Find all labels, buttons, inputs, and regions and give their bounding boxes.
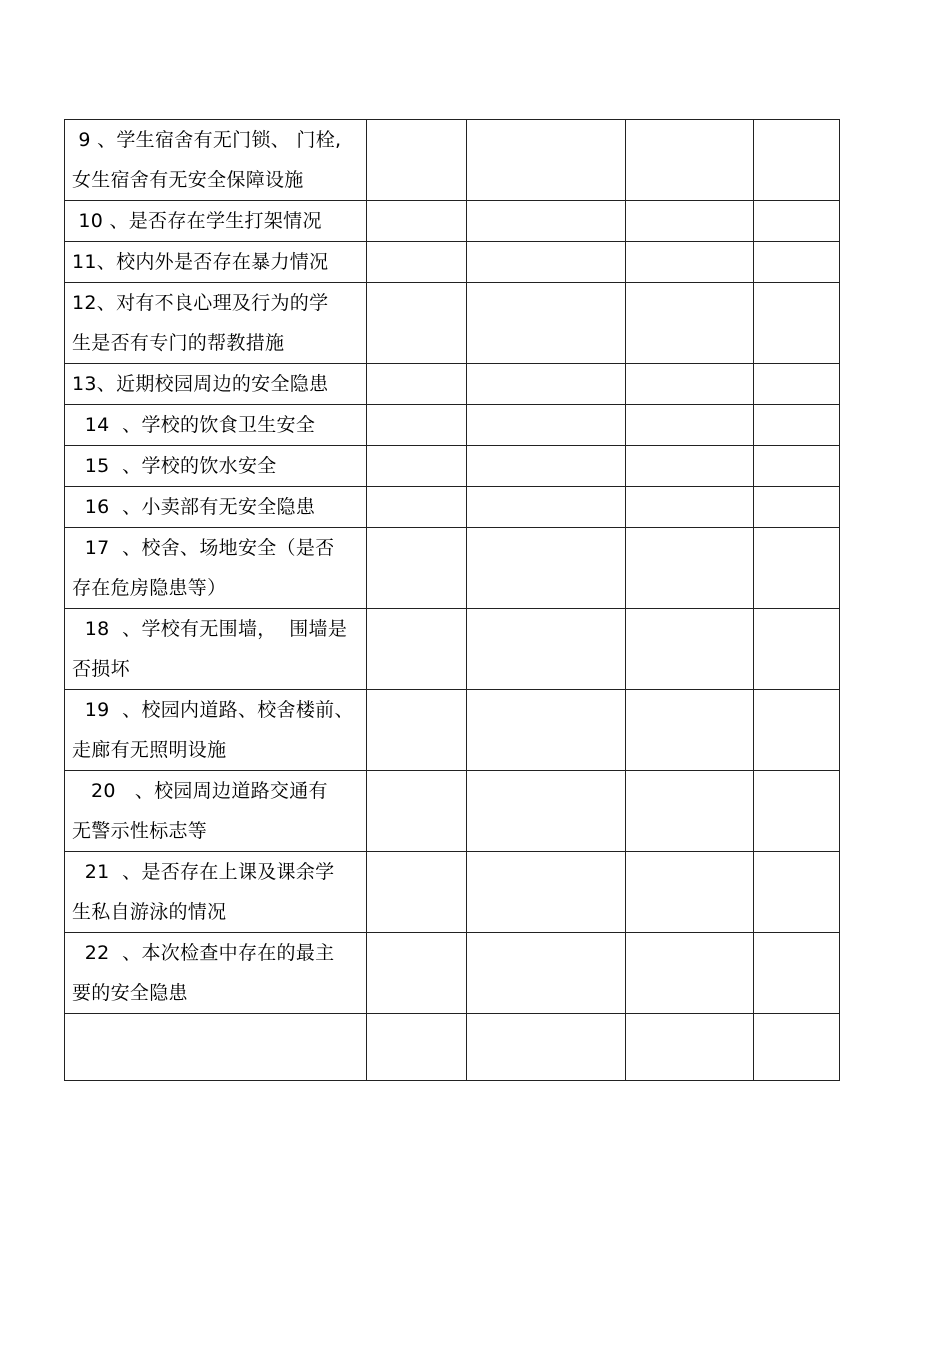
item-cell — [65, 487, 367, 528]
item-cell — [65, 933, 367, 1014]
item-line-1: 12、对有不良心理及行为的学 — [72, 292, 329, 314]
blank-cell[interactable] — [626, 771, 754, 852]
blank-cell[interactable] — [626, 690, 754, 771]
blank-cell[interactable] — [754, 201, 840, 242]
blank-cell[interactable] — [754, 120, 840, 201]
blank-cell[interactable] — [467, 283, 626, 364]
table-row-empty — [65, 1014, 840, 1081]
item-line-1: 20 、校园周边道路交通有 — [72, 780, 328, 802]
table-row — [65, 120, 840, 201]
item-cell — [65, 690, 367, 771]
item-cell — [65, 528, 367, 609]
blank-cell[interactable] — [754, 1014, 840, 1081]
table-row — [65, 933, 840, 1014]
blank-cell[interactable] — [467, 852, 626, 933]
blank-cell[interactable] — [754, 283, 840, 364]
blank-cell[interactable] — [754, 364, 840, 405]
blank-cell[interactable] — [754, 487, 840, 528]
blank-cell[interactable] — [754, 242, 840, 283]
item-cell — [65, 283, 367, 364]
blank-cell[interactable] — [65, 1014, 367, 1081]
item-line-1: 9 、学生宿舍有无门锁、 门栓, — [72, 129, 342, 151]
item-line-1: 16 、小卖部有无安全隐患 — [72, 496, 316, 518]
blank-cell[interactable] — [626, 364, 754, 405]
blank-cell[interactable] — [367, 690, 467, 771]
blank-cell[interactable] — [626, 487, 754, 528]
blank-cell[interactable] — [367, 201, 467, 242]
table-row — [65, 528, 840, 609]
table-row — [65, 446, 840, 487]
blank-cell[interactable] — [754, 852, 840, 933]
blank-cell[interactable] — [467, 405, 626, 446]
blank-cell[interactable] — [467, 933, 626, 1014]
blank-cell[interactable] — [626, 283, 754, 364]
item-cell — [65, 771, 367, 852]
blank-cell[interactable] — [467, 1014, 626, 1081]
item-cell — [65, 120, 367, 201]
item-line-1: 10 、是否存在学生打架情况 — [72, 210, 322, 232]
blank-cell[interactable] — [754, 771, 840, 852]
blank-cell[interactable] — [467, 446, 626, 487]
blank-cell[interactable] — [367, 487, 467, 528]
blank-cell[interactable] — [754, 528, 840, 609]
blank-cell[interactable] — [367, 242, 467, 283]
item-line-1: 15 、学校的饮水安全 — [72, 455, 277, 477]
item-line-2: 生私自游泳的情况 — [72, 901, 227, 923]
item-line-1: 13、近期校园周边的安全隐患 — [72, 373, 329, 395]
item-cell — [65, 364, 367, 405]
blank-cell[interactable] — [367, 446, 467, 487]
item-line-1: 17 、校舍、场地安全（是否 — [72, 537, 335, 559]
item-cell — [65, 609, 367, 690]
item-line-1: 14 、学校的饮食卫生安全 — [72, 414, 316, 436]
item-cell — [65, 201, 367, 242]
blank-cell[interactable] — [367, 933, 467, 1014]
blank-cell[interactable] — [467, 690, 626, 771]
table-row — [65, 242, 840, 283]
item-line-2: 走廊有无照明设施 — [72, 739, 227, 761]
safety-checklist-table — [64, 119, 840, 1081]
item-cell — [65, 242, 367, 283]
blank-cell[interactable] — [626, 1014, 754, 1081]
blank-cell[interactable] — [626, 852, 754, 933]
item-line-2: 无警示性标志等 — [72, 820, 208, 842]
item-cell — [65, 852, 367, 933]
blank-cell[interactable] — [467, 120, 626, 201]
table-row — [65, 487, 840, 528]
blank-cell[interactable] — [754, 405, 840, 446]
blank-cell[interactable] — [467, 201, 626, 242]
table-row — [65, 690, 840, 771]
blank-cell[interactable] — [367, 120, 467, 201]
blank-cell[interactable] — [367, 1014, 467, 1081]
blank-cell[interactable] — [467, 609, 626, 690]
blank-cell[interactable] — [367, 609, 467, 690]
table-row — [65, 771, 840, 852]
blank-cell[interactable] — [626, 933, 754, 1014]
item-line-1: 18 、学校有无围墙， 围墙是 — [72, 618, 348, 640]
blank-cell[interactable] — [754, 933, 840, 1014]
blank-cell[interactable] — [754, 609, 840, 690]
item-cell — [65, 405, 367, 446]
table-row — [65, 364, 840, 405]
blank-cell[interactable] — [626, 405, 754, 446]
table-row — [65, 405, 840, 446]
item-line-1: 21 、是否存在上课及课余学 — [72, 861, 335, 883]
item-line-2: 要的安全隐患 — [72, 982, 188, 1004]
item-line-2: 否损坏 — [72, 658, 130, 680]
blank-cell[interactable] — [367, 364, 467, 405]
table-row — [65, 852, 840, 933]
item-line-1: 11、校内外是否存在暴力情况 — [72, 251, 329, 273]
blank-cell[interactable] — [467, 487, 626, 528]
item-line-1: 22 、本次检查中存在的最主 — [72, 942, 335, 964]
blank-cell[interactable] — [367, 283, 467, 364]
table-row — [65, 283, 840, 364]
blank-cell[interactable] — [367, 528, 467, 609]
item-cell — [65, 446, 367, 487]
blank-cell[interactable] — [367, 852, 467, 933]
blank-cell[interactable] — [626, 446, 754, 487]
blank-cell[interactable] — [626, 201, 754, 242]
item-line-2: 生是否有专门的帮教措施 — [72, 332, 285, 354]
blank-cell[interactable] — [754, 690, 840, 771]
item-line-1: 19 、校园内道路、校舍楼前、 — [72, 699, 354, 721]
blank-cell[interactable] — [626, 120, 754, 201]
blank-cell[interactable] — [626, 609, 754, 690]
blank-cell[interactable] — [467, 242, 626, 283]
blank-cell[interactable] — [626, 242, 754, 283]
blank-cell[interactable] — [626, 528, 754, 609]
blank-cell[interactable] — [754, 446, 840, 487]
item-line-2: 存在危房隐患等） — [72, 577, 227, 599]
blank-cell[interactable] — [467, 771, 626, 852]
blank-cell[interactable] — [367, 771, 467, 852]
blank-cell[interactable] — [467, 364, 626, 405]
table-row — [65, 609, 840, 690]
blank-cell[interactable] — [367, 405, 467, 446]
item-line-2: 女生宿舍有无安全保障设施 — [72, 169, 304, 191]
table-row — [65, 201, 840, 242]
blank-cell[interactable] — [467, 528, 626, 609]
